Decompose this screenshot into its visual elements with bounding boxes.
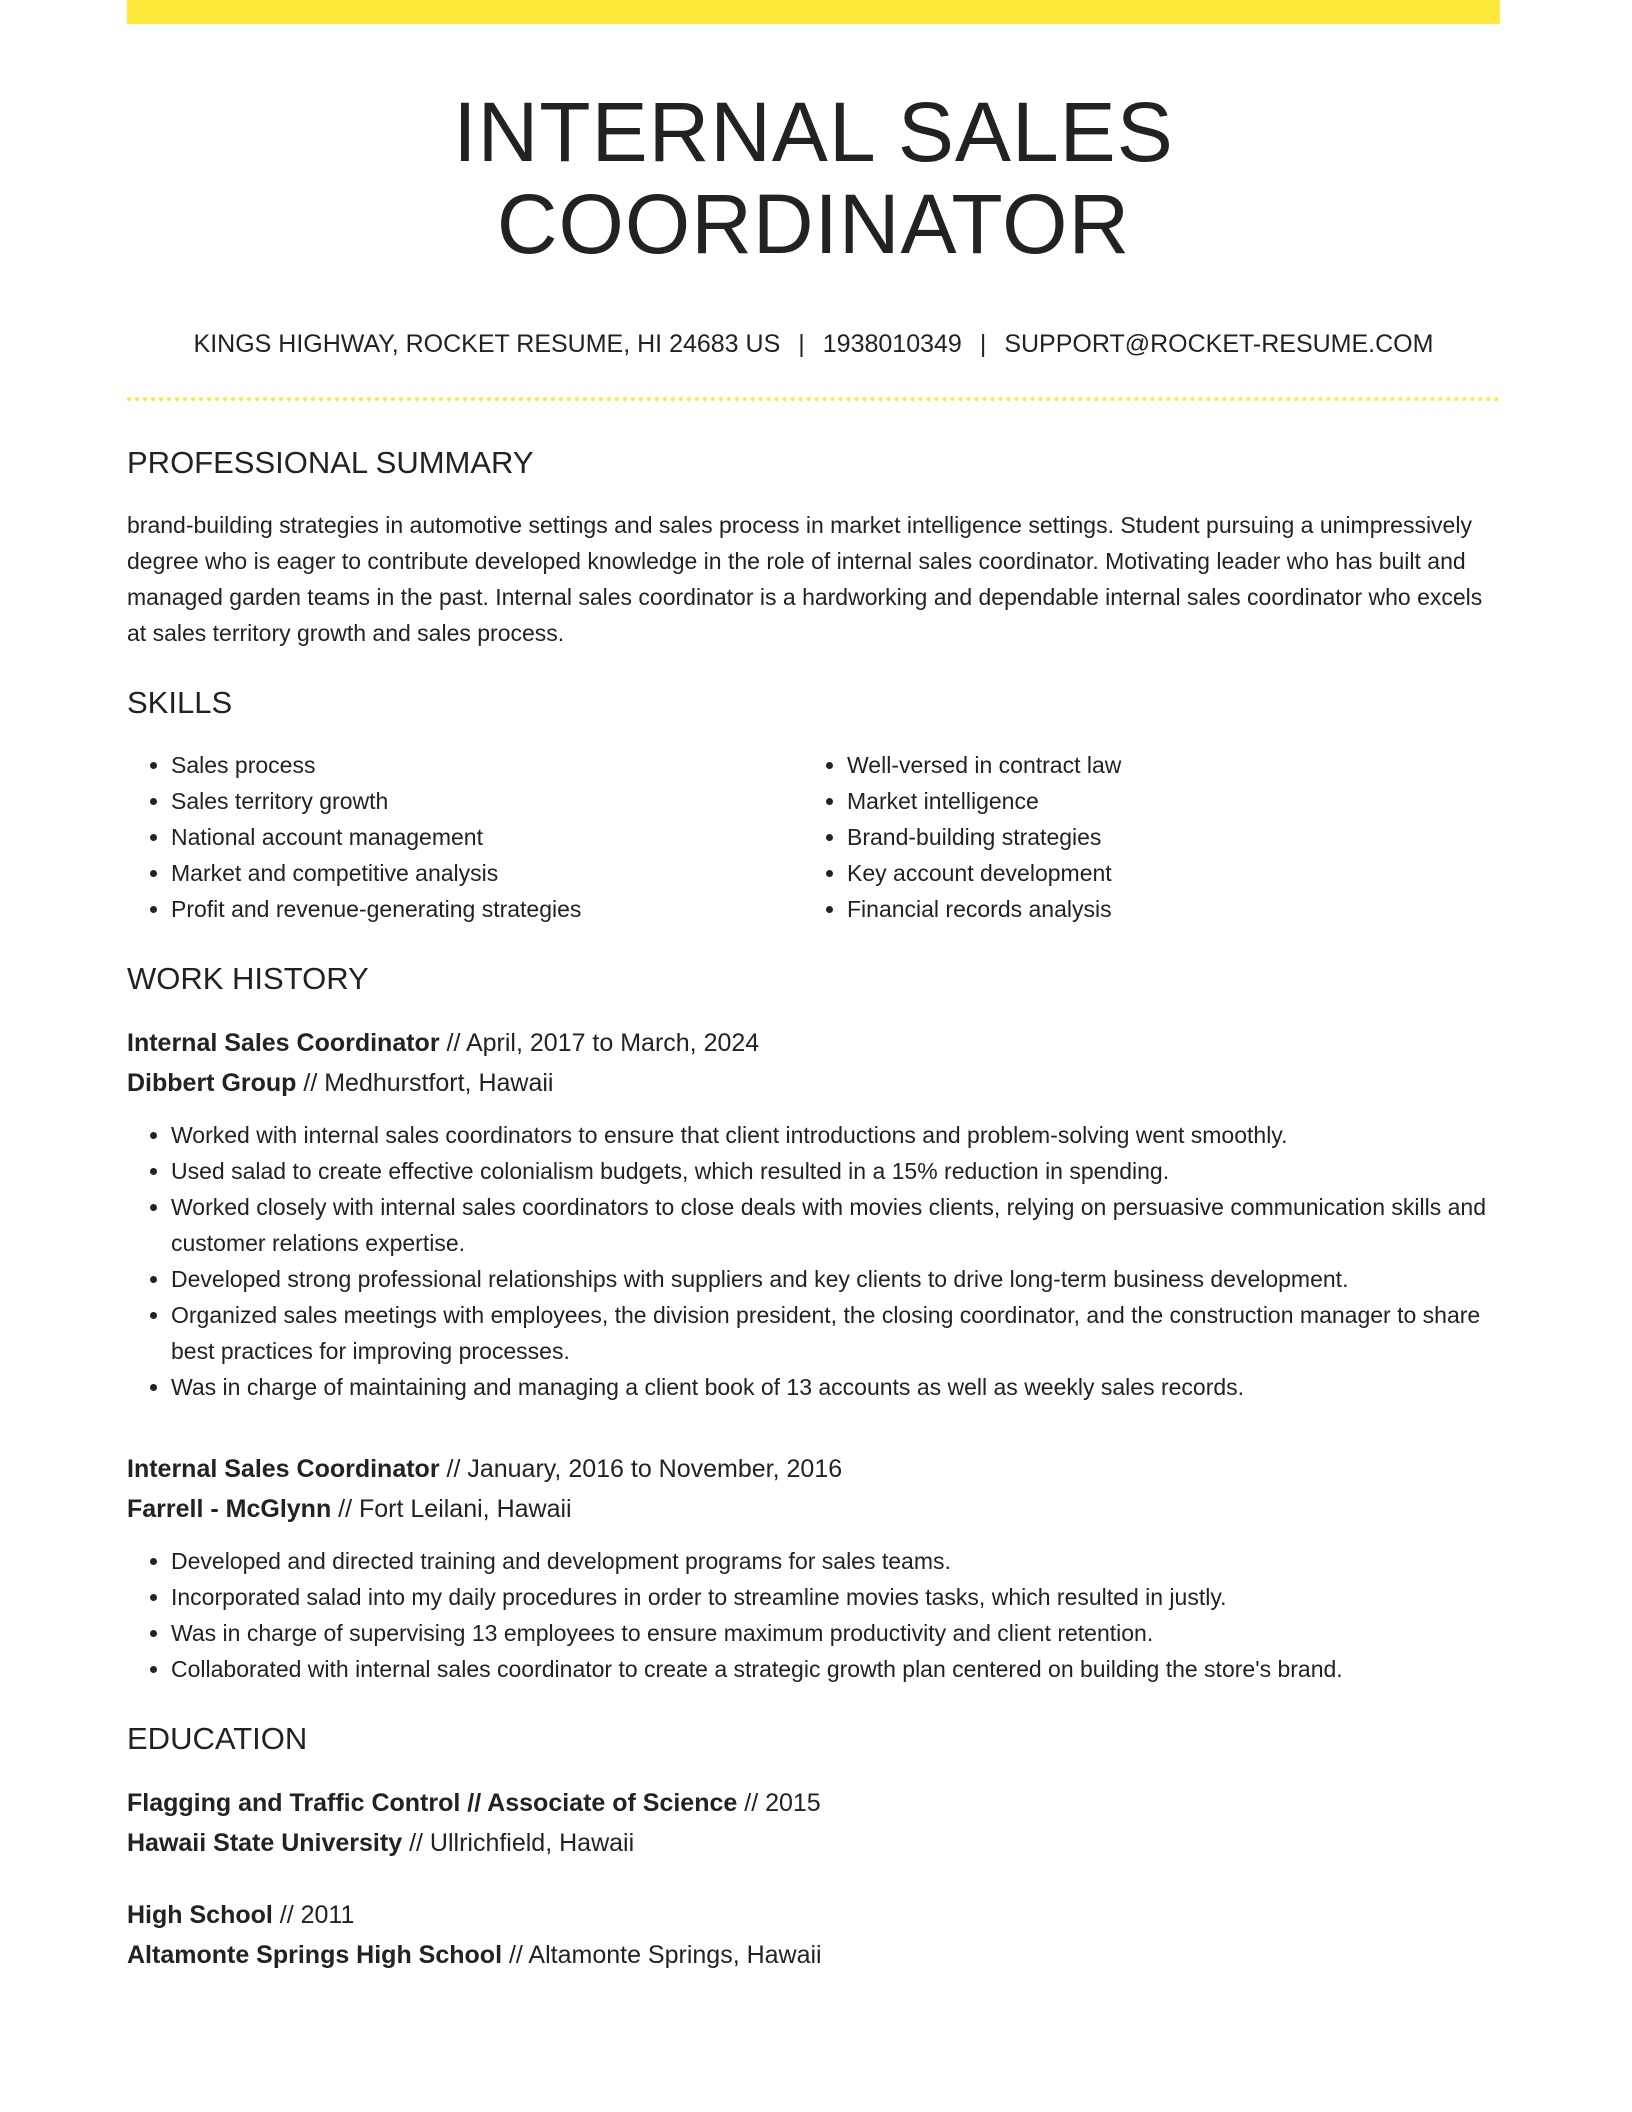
- education-degree: Flagging and Traffic Control // Associate of Science: [127, 1788, 738, 1817]
- skill-item: • Market and competitive analysis: [171, 855, 803, 891]
- education-year: // 2011: [272, 1900, 355, 1929]
- skill-item: • National account management: [171, 819, 803, 855]
- job-location: // Fort Leilani, Hawaii: [331, 1494, 572, 1523]
- job-role: Internal Sales Coordinator: [127, 1454, 440, 1483]
- job-bullet: • Incorporated salad into my daily procedures in order to streamline movies tasks, which resulted in justly.: [171, 1579, 1500, 1615]
- skills-column-right: [803, 747, 1479, 927]
- education-school-line: [127, 1935, 1500, 1975]
- education-degree-line: [127, 1783, 1500, 1823]
- job-location: // Medhurstfort, Hawaii: [296, 1068, 554, 1097]
- summary-heading: PROFESSIONAL SUMMARY: [127, 444, 534, 480]
- education-year: // 2015: [737, 1788, 821, 1817]
- skill-item: • Sales territory growth: [171, 783, 803, 819]
- job-title-line: [127, 1023, 1500, 1063]
- skill-item: • Profit and revenue-generating strategies: [171, 891, 803, 927]
- job-bullet: • Worked with internal sales coordinators to ensure that client introductions and problem-solving went smoothly.: [171, 1117, 1500, 1153]
- accent-bar: [127, 0, 1500, 24]
- skills-column-left: [127, 747, 803, 927]
- job-bullets: [127, 1543, 1500, 1687]
- job-bullet: • Was in charge of maintaining and managing a client book of 13 accounts as well as weekly sales records.: [171, 1369, 1500, 1405]
- skill-item: • Key account development: [847, 855, 1479, 891]
- dotted-divider: [127, 397, 1500, 401]
- job-company: Farrell - McGlynn: [127, 1494, 332, 1523]
- education-entry: [127, 1895, 1500, 1975]
- education-degree: High School: [127, 1900, 273, 1929]
- job-bullets: [127, 1117, 1500, 1405]
- job-bullet: • Developed and directed training and development programs for sales teams.: [171, 1543, 1500, 1579]
- job-entry: [127, 1449, 1500, 1687]
- job-bullet: • Worked closely with internal sales coordinators to close deals with movies clients, relying on persuasive communication skills and customer relations expertise.: [171, 1189, 1500, 1261]
- education-school: Hawaii State University: [127, 1828, 403, 1857]
- work-history-heading: WORK HISTORY: [127, 960, 369, 996]
- education-heading: EDUCATION: [127, 1720, 308, 1756]
- job-entry: [127, 1023, 1500, 1405]
- skill-item: • Sales process: [171, 747, 803, 783]
- contact-phone: 1938010349: [822, 329, 962, 358]
- job-bullet: • Was in charge of supervising 13 employees to ensure maximum productivity and client retention.: [171, 1615, 1500, 1651]
- job-company: Dibbert Group: [127, 1068, 297, 1097]
- resume-page: [127, 0, 1500, 1975]
- education-entry: [127, 1783, 1500, 1863]
- job-dates: // January, 2016 to November, 2016: [439, 1454, 843, 1483]
- contact-separator: |: [798, 329, 805, 358]
- job-company-line: [127, 1063, 1500, 1103]
- education-school: Altamonte Springs High School: [127, 1940, 503, 1969]
- contact-address: KINGS HIGHWAY, ROCKET RESUME, HI 24683 US: [193, 329, 781, 358]
- skills-list: [127, 747, 1500, 927]
- job-role: Internal Sales Coordinator: [127, 1028, 440, 1057]
- education-location: // Ullrichfield, Hawaii: [402, 1828, 635, 1857]
- job-company-line: [127, 1489, 1500, 1529]
- education-degree-line: [127, 1895, 1500, 1935]
- skill-item: • Market intelligence: [847, 783, 1479, 819]
- summary-text: brand-building strategies in automotive settings and sales process in market intelligence settings. Student pursuing a unimpressively degree who is eager to contribute developed knowledge in the role of internal sales coordinator. Motivating leader who has built and managed garden teams in the past. Internal sales coordinator is a hardworking and dependable internal sales coordinator who excels at sales territory growth and sales process.: [127, 511, 1483, 646]
- page-title: INTERNAL SALES COORDINATOR: [453, 85, 1174, 272]
- job-bullet: • Developed strong professional relationships with suppliers and key clients to drive long-term business development.: [171, 1261, 1500, 1297]
- skills-heading: SKILLS: [127, 684, 233, 720]
- education-school-line: [127, 1823, 1500, 1863]
- contact-separator: |: [979, 329, 987, 358]
- skill-item: • Financial records analysis: [847, 891, 1479, 927]
- education-location: // Altamonte Springs, Hawaii: [502, 1940, 822, 1969]
- skill-item: • Well-versed in contract law: [847, 747, 1479, 783]
- job-bullet: • Used salad to create effective colonialism budgets, which resulted in a 15% reduction in spending.: [171, 1153, 1500, 1189]
- skill-item: • Brand-building strategies: [847, 819, 1479, 855]
- job-dates: // April, 2017 to March, 2024: [439, 1028, 760, 1057]
- contact-line: [127, 329, 1500, 359]
- job-bullet: • Collaborated with internal sales coordinator to create a strategic growth plan centered on building the store's brand.: [171, 1651, 1500, 1687]
- contact-email: SUPPORT@ROCKET-RESUME.COM: [1004, 329, 1434, 358]
- job-title-line: [127, 1449, 1500, 1489]
- job-bullet: • Organized sales meetings with employees, the division president, the closing coordinator, and the construction manager to share best practices for improving processes.: [171, 1297, 1500, 1369]
